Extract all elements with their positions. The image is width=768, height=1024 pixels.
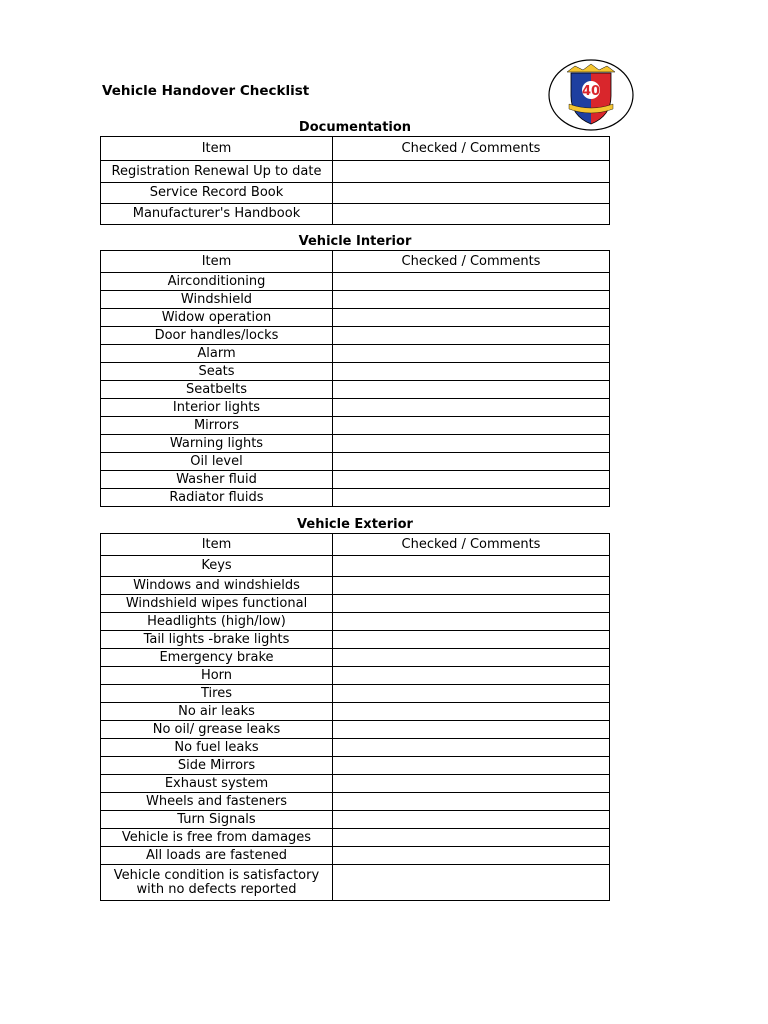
table-row <box>101 183 610 204</box>
checked-comments-cell[interactable] <box>333 757 610 775</box>
checked-comments-cell[interactable] <box>333 291 610 309</box>
item-cell: Tires <box>101 685 333 703</box>
checklist-table <box>100 533 610 901</box>
checked-comments-cell[interactable] <box>333 829 610 847</box>
section-title: Documentation <box>298 120 412 135</box>
item-cell: Vehicle condition is satisfactory with no defects reported <box>101 865 333 901</box>
checked-comments-cell[interactable] <box>333 309 610 327</box>
header-item: Item <box>101 534 333 556</box>
item-cell: Wheels and fasteners <box>101 793 333 811</box>
item-cell: Registration Renewal Up to date <box>101 161 333 183</box>
table-row <box>101 631 610 649</box>
item-cell: Widow operation <box>101 309 333 327</box>
checklist-table <box>100 250 610 507</box>
header-checked-comments: Checked / Comments <box>333 137 610 161</box>
table-row <box>101 417 610 435</box>
item-cell: All loads are fastened <box>101 847 333 865</box>
table-row <box>101 453 610 471</box>
table-row <box>101 577 610 595</box>
checked-comments-cell[interactable] <box>333 471 610 489</box>
item-cell: Horn <box>101 667 333 685</box>
checked-comments-cell[interactable] <box>333 489 610 507</box>
checked-comments-cell[interactable] <box>333 775 610 793</box>
table-row <box>101 556 610 577</box>
checked-comments-cell[interactable] <box>333 793 610 811</box>
checked-comments-cell[interactable] <box>333 685 610 703</box>
table-row <box>101 721 610 739</box>
checked-comments-cell[interactable] <box>333 381 610 399</box>
item-cell: Emergency brake <box>101 649 333 667</box>
checked-comments-cell[interactable] <box>333 721 610 739</box>
checked-comments-cell[interactable] <box>333 847 610 865</box>
document-title: Vehicle Handover Checklist <box>102 83 310 99</box>
item-cell: Oil level <box>101 453 333 471</box>
item-cell: Turn Signals <box>101 811 333 829</box>
item-cell: Seatbelts <box>101 381 333 399</box>
checked-comments-cell[interactable] <box>333 595 610 613</box>
checked-comments-cell[interactable] <box>333 399 610 417</box>
table-row <box>101 381 610 399</box>
item-cell: Windows and windshields <box>101 577 333 595</box>
item-cell: Vehicle is free from damages <box>101 829 333 847</box>
table-header-row <box>101 137 610 161</box>
checked-comments-cell[interactable] <box>333 649 610 667</box>
table-row <box>101 471 610 489</box>
table-header-row <box>101 251 610 273</box>
table-row <box>101 775 610 793</box>
item-cell: Exhaust system <box>101 775 333 793</box>
checked-comments-cell[interactable] <box>333 417 610 435</box>
table-row <box>101 757 610 775</box>
table-row <box>101 595 610 613</box>
header-item: Item <box>101 251 333 273</box>
table-row <box>101 363 610 381</box>
table-row <box>101 847 610 865</box>
item-cell: Warning lights <box>101 435 333 453</box>
item-cell: Service Record Book <box>101 183 333 204</box>
table-header-row <box>101 534 610 556</box>
table-row <box>101 327 610 345</box>
table-row <box>101 345 610 363</box>
item-cell: Door handles/locks <box>101 327 333 345</box>
table-row <box>101 829 610 847</box>
checked-comments-cell[interactable] <box>333 703 610 721</box>
checked-comments-cell[interactable] <box>333 183 610 204</box>
header-checked-comments: Checked / Comments <box>333 534 610 556</box>
checked-comments-cell[interactable] <box>333 613 610 631</box>
item-cell: No fuel leaks <box>101 739 333 757</box>
checked-comments-cell[interactable] <box>333 204 610 225</box>
item-cell: Washer fluid <box>101 471 333 489</box>
item-cell: Interior lights <box>101 399 333 417</box>
checked-comments-cell[interactable] <box>333 667 610 685</box>
checked-comments-cell[interactable] <box>333 577 610 595</box>
item-cell: Headlights (high/low) <box>101 613 333 631</box>
checked-comments-cell[interactable] <box>333 327 610 345</box>
checked-comments-cell[interactable] <box>333 865 610 901</box>
checked-comments-cell[interactable] <box>333 811 610 829</box>
item-cell: Keys <box>101 556 333 577</box>
checked-comments-cell[interactable] <box>333 631 610 649</box>
table-row <box>101 811 610 829</box>
item-cell: No oil/ grease leaks <box>101 721 333 739</box>
table-row <box>101 273 610 291</box>
section-title: Vehicle Interior <box>298 234 412 249</box>
checked-comments-cell[interactable] <box>333 345 610 363</box>
checked-comments-cell[interactable] <box>333 273 610 291</box>
item-cell: Windshield <box>101 291 333 309</box>
checklist-table <box>100 136 610 225</box>
table-row <box>101 685 610 703</box>
table-row <box>101 649 610 667</box>
item-cell: Radiator fluids <box>101 489 333 507</box>
item-cell: Airconditioning <box>101 273 333 291</box>
item-cell: No air leaks <box>101 703 333 721</box>
table-row <box>101 865 610 901</box>
item-cell: Side Mirrors <box>101 757 333 775</box>
table-row <box>101 489 610 507</box>
table-row <box>101 309 610 327</box>
svg-text:40: 40 <box>581 84 601 99</box>
table-row <box>101 435 610 453</box>
table-row <box>101 399 610 417</box>
checked-comments-cell[interactable] <box>333 161 610 183</box>
item-cell: Seats <box>101 363 333 381</box>
item-cell: Manufacturer's Handbook <box>101 204 333 225</box>
checked-comments-cell[interactable] <box>333 739 610 757</box>
table-row <box>101 793 610 811</box>
checked-comments-cell[interactable] <box>333 435 610 453</box>
table-row <box>101 703 610 721</box>
table-row <box>101 204 610 225</box>
checked-comments-cell[interactable] <box>333 453 610 471</box>
table-row <box>101 291 610 309</box>
checked-comments-cell[interactable] <box>333 363 610 381</box>
table-row <box>101 739 610 757</box>
item-cell: Tail lights -brake lights <box>101 631 333 649</box>
header-item: Item <box>101 137 333 161</box>
table-row <box>101 613 610 631</box>
header-checked-comments: Checked / Comments <box>333 251 610 273</box>
item-cell: Windshield wipes functional <box>101 595 333 613</box>
checked-comments-cell[interactable] <box>333 556 610 577</box>
table-row <box>101 161 610 183</box>
section-title: Vehicle Exterior <box>297 517 413 532</box>
item-cell: Alarm <box>101 345 333 363</box>
item-cell: Mirrors <box>101 417 333 435</box>
table-row <box>101 667 610 685</box>
